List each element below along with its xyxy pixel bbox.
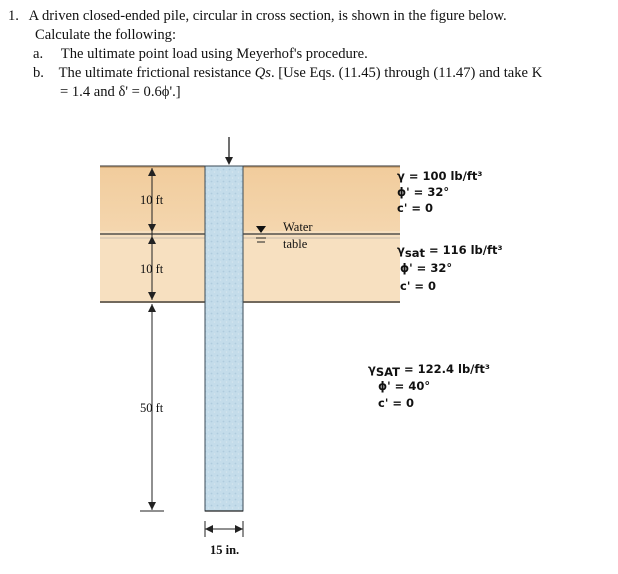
load-arrow-head — [225, 157, 233, 165]
layer2-c: c' = 0 — [400, 279, 436, 293]
layer3-gamma-symbol: γ — [368, 362, 376, 376]
layer3-thickness: 50 ft — [140, 401, 164, 415]
question-intro-1: A driven closed-ended pile, circular in cross section, is shown in the figure below. — [28, 8, 507, 24]
question-intro-2: Calculate the following: — [35, 27, 177, 43]
water-label-2: table — [283, 237, 308, 251]
layer1-gamma: γ = 100 lb/ft³ — [397, 169, 483, 183]
layer3-gamma-sub: SAT — [375, 365, 400, 379]
layer3-c: c' = 0 — [378, 396, 414, 410]
part-a-label: a. — [33, 46, 44, 62]
dia-arrow-right — [235, 525, 243, 533]
question-number: 1. — [8, 8, 19, 24]
layer2-gamma-value: = 116 lb/ft³ — [424, 243, 503, 257]
layer1-thickness: 10 ft — [140, 193, 164, 207]
layer2-phi: ϕ' = 32° — [400, 261, 453, 275]
part-b-line-2: = 1.4 and δ' = 0.6ϕ'.] — [60, 84, 181, 100]
dia-arrow-left — [205, 525, 213, 533]
layer2-gamma — [397, 243, 503, 260]
layer3-gamma-value: = 122.4 lb/ft³ — [399, 362, 490, 376]
water-label-1: Water — [283, 220, 313, 234]
pile-diameter: 15 in. — [210, 543, 240, 557]
layer3-phi: ϕ' = 40° — [378, 379, 431, 393]
layer2-gamma-sub: sat — [404, 246, 425, 260]
layer3-gamma — [368, 362, 490, 379]
layer1-phi: ϕ' = 32° — [397, 185, 450, 199]
dim-arrow-6 — [148, 502, 156, 510]
layer2-thickness: 10 ft — [140, 262, 164, 276]
part-b-text-1: The ultimate frictional resistance — [58, 65, 255, 81]
part-b-text-2: . [Use Eqs. (11.45) through (11.47) and take K — [270, 65, 543, 81]
layer2-gamma-symbol: γ — [397, 243, 405, 257]
part-b-label: b. — [33, 65, 44, 81]
layer1-c: c' = 0 — [397, 201, 433, 215]
part-a-text: The ultimate point load using Meyerhof's procedure. — [60, 46, 368, 62]
part-b-symbol: Qs — [254, 65, 271, 81]
dim-arrow-5 — [148, 304, 156, 312]
pile — [205, 166, 243, 511]
